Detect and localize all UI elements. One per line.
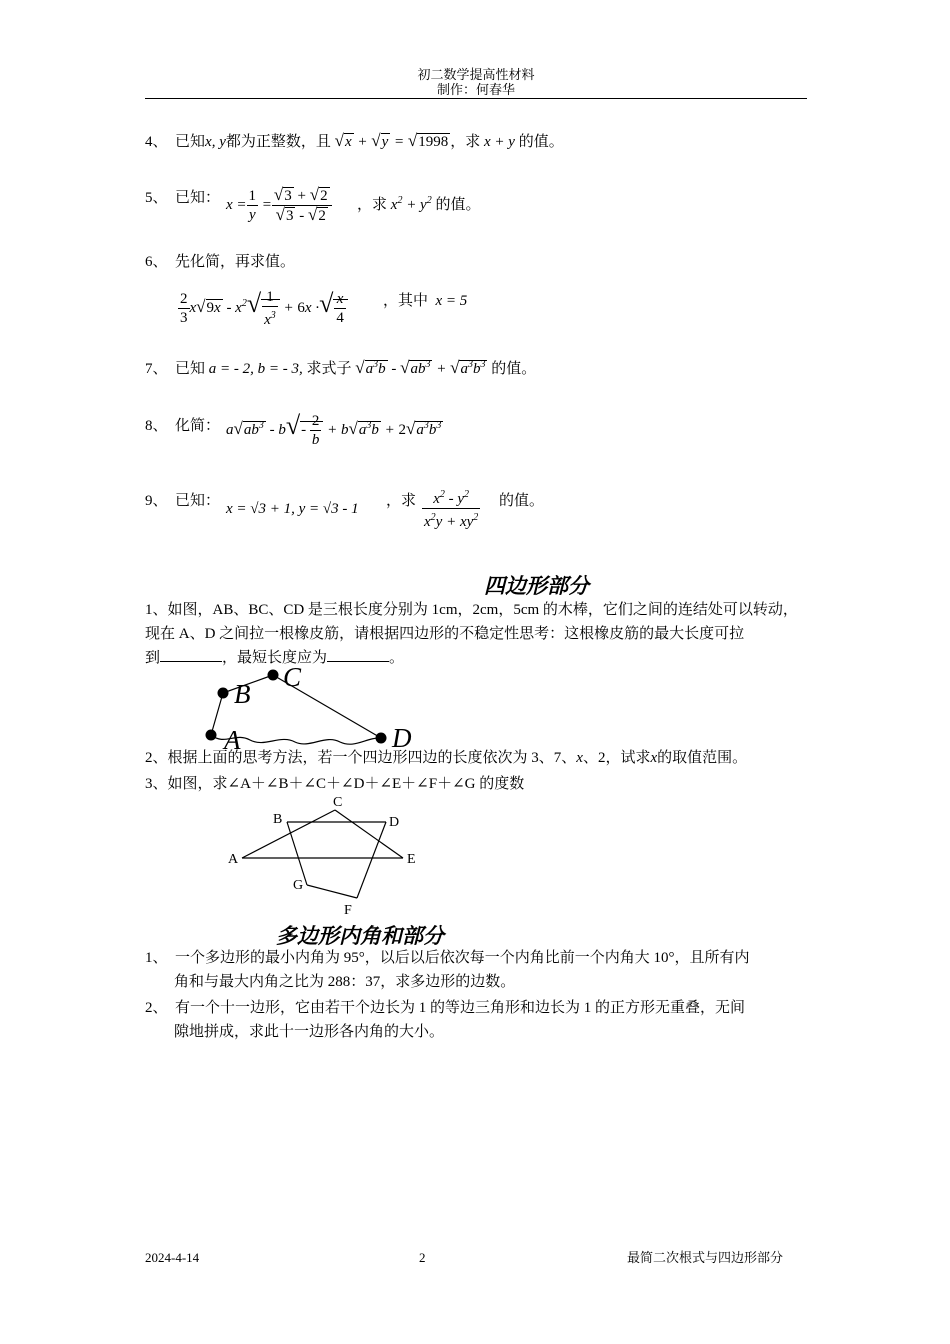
problem-4: 4、 已知x, y都为正整数，且 √x + √y = √1998 ，求 x + y 的值。 bbox=[145, 131, 564, 150]
problem-5-ask: ，求 $x^2 + y^2$ 的值。 bbox=[357, 195, 481, 213]
label-a: A bbox=[224, 725, 241, 755]
problem-8-label: 8、 化简： bbox=[145, 418, 221, 434]
header-author: 制作：何春华 bbox=[436, 82, 515, 97]
label-c: C bbox=[283, 662, 302, 692]
poly-q2: 2、 有一个十一边形，它由若干个边长为 1 的等边三角形和边长为 1 的正方形无重叠，无间 隙地拼成，求此十一边形各内角的大小。 bbox=[145, 1000, 746, 1040]
problem-5-formula: x = $\frac{1}{y}$ = $\frac{√3 + √2}{√3 - √2}$ bbox=[226, 186, 332, 225]
poly-q1: 1、 一个多边形的最小内角为 95°，以后以后依次每一个内角比前一个内角大 10°，且所有内 角和与最大内角之比为 288：37，求多边形的边数。 bbox=[145, 950, 750, 990]
header-title: 初二数学提高性材料 bbox=[417, 67, 535, 82]
segment-f-d bbox=[357, 822, 386, 898]
problem-9-tail: 的值。 bbox=[499, 493, 545, 509]
segment-a-c bbox=[242, 810, 335, 858]
header-rule bbox=[145, 98, 807, 99]
problem-9-given: x = √3 + 1, y = √3 - 1 bbox=[226, 501, 359, 517]
label-c: C bbox=[333, 795, 343, 810]
label-g: G bbox=[293, 878, 304, 893]
problem-8-formula: $a√ab^3 - b√-$ $\frac{2}{b}$ + $b√a^3b + 2√a^3b^3$ bbox=[226, 410, 442, 448]
problem-6-condition: ，其中 x = 5 bbox=[383, 293, 468, 309]
label-d: D bbox=[392, 723, 412, 753]
joint-a bbox=[206, 730, 217, 741]
problem-9-label: 9、 已知： bbox=[145, 493, 221, 509]
rod-ab bbox=[211, 693, 223, 735]
footer-date: 2024-4-14 bbox=[145, 1250, 200, 1265]
joint-c bbox=[268, 670, 279, 681]
label-d: D bbox=[389, 815, 400, 830]
problem-6-formula: $\frac{2}{3}$ $x√9x - x^2√$ $\frac{1}{x^3}$ + 6x ·√ $\frac{x}{4}$ bbox=[178, 288, 348, 329]
segment-g-f bbox=[307, 885, 357, 898]
section-quadrilateral-title: 四边形部分 bbox=[484, 574, 589, 598]
figure-linkage bbox=[195, 660, 435, 755]
label-b: B bbox=[234, 679, 251, 709]
section-polygon-title: 多边形内角和部分 bbox=[276, 924, 444, 948]
problem-6: 6、 先化简，再求值。 bbox=[145, 254, 296, 270]
problem-9-fraction: $\frac{x^2 - y^2}{x^2y + xy^2}$ bbox=[422, 486, 480, 531]
figure-star bbox=[220, 790, 430, 920]
quad-q1: 1、如图，AB、BC、CD 是三根长度分别为 1cm，2cm，5cm 的木棒，它们之间的连结处可以转动， 现在 A、D 之间拉一根橡皮筋，请根据四边形的不稳定性思考：这根橡皮筋的最大长度可拉 到 ，最短长度应为 。 bbox=[145, 602, 798, 666]
quad-q2: 2、根据上面的思考方法，若一个四边形四边的长度依次为 3、7、x、2，试求x的取值范围。 bbox=[145, 750, 748, 766]
segment-b-g bbox=[287, 822, 307, 885]
label-a: A bbox=[228, 852, 239, 867]
label-b: B bbox=[273, 812, 283, 827]
footer-title: 最简二次根式与四边形部分 bbox=[627, 1250, 784, 1265]
quad-q3: 3、如图，求∠A＋∠B＋∠C＋∠D＋∠E＋∠F＋∠G 的度数 bbox=[145, 776, 525, 792]
label-e: E bbox=[407, 852, 416, 867]
problem-7: 7、 已知 a = - 2, b = - 3, 求式子 $√a^3b - √ab^3 + √a^3b^3$ 的值。 bbox=[145, 358, 537, 377]
joint-b bbox=[218, 688, 229, 699]
problem-5-label: 5、 已知： bbox=[145, 190, 221, 206]
joint-d bbox=[376, 733, 387, 744]
label-f: F bbox=[344, 903, 352, 918]
footer-page-number: 2 bbox=[419, 1250, 426, 1265]
problem-9-ask: ，求 bbox=[386, 493, 417, 509]
